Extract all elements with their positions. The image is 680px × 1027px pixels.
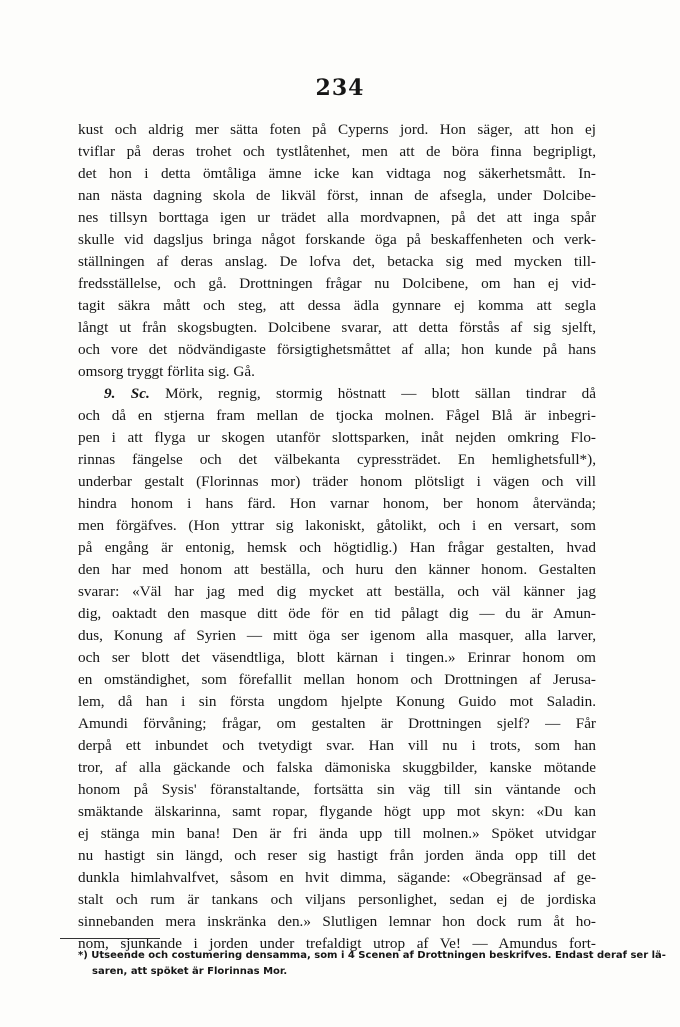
text-line: dig, oaktadt den masque ditt öde för en tid pålagt dig — du är Amun- <box>78 605 596 622</box>
text-line: sinnebanden mera inskränka den.» Slutligen lemnar hon dock rum åt ho- <box>78 913 596 930</box>
text-line: skulle vid dagsljus bringa något forskande öga på beskaffenheten och verk- <box>78 231 596 248</box>
scene-paragraph <box>78 383 596 955</box>
text-line: stalt och rum är tankans och viljans personlighet, sedan ej de jordiska <box>78 891 596 908</box>
scene-label: 9. Sc. <box>104 385 150 402</box>
scene-first-line-text: Mörk, regnig, stormig höstnatt — blott sällan tindrar då <box>165 385 596 402</box>
text-line: tagit säkra mått och steg, att dessa ädla gynnare ej komma att segla <box>78 297 596 314</box>
text-line: nu hastigt sin längd, och reser sig hastigt från jorden ända opp till det <box>78 847 596 864</box>
footnote-divider <box>60 938 160 939</box>
paragraph-continuation <box>78 119 596 383</box>
text-line: den har med honom att beställa, och huru den känner honom. Gestalten <box>78 561 596 578</box>
text-line: tviflar på deras trohet och tystlåtenhet, men att de böra finna begripligt, <box>78 143 596 160</box>
text-line: tror, af alla gäckande och falska dämoniska skuggbilder, kanske mötande <box>78 759 596 776</box>
text-line: Amundi förvåning; frågar, om gestalten är Drottningen sjelf? — Får <box>78 715 596 732</box>
footnote-line: *) Utseende och costumering densamma, som i 4 Scenen af Drottningen beskrifves. Endast deraf ser lä- <box>78 950 666 961</box>
text-line: honom på Sysis' föranstaltande, fortsätta sin väg till sin väntande och <box>78 781 596 798</box>
text-line: omsorg tryggt förlita sig. Gå. <box>78 363 255 380</box>
text-line: och då en stjerna fram mellan de tjocka molnen. Fågel Blå är inbegri- <box>78 407 596 424</box>
text-line: ställningen af deras anslag. De lofva det, betacka sig med mycken till- <box>78 253 596 270</box>
text-line: en omständighet, som förefallit mellan honom och Drottningen af Jerusa- <box>78 671 596 688</box>
text-line: men förgäfves. (Hon yttrar sig lakoniskt, gåtolikt, och i en versart, som <box>78 517 596 534</box>
text-line: dunkla himlahvalfvet, såsom en hvit dimma, sägande: «Obegränsad af ge- <box>78 869 596 886</box>
text-line: ej stänga min bana! Den är fri ända upp till molnen.» Spöket utvidgar <box>78 825 596 842</box>
text-line: hindra honom i hans färd. Hon varnar honom, ber honom återvända; <box>78 495 596 512</box>
text-line: långt ut från skogsbugten. Dolcibene svarar, att detta förstås af sig sjelft, <box>78 319 596 336</box>
text-line: nom, sjunkande i jorden under trefaldigt utrop af Ve! — Amundus fort- <box>78 935 596 952</box>
text-line: och ser blott det väsendtliga, blott kärnan i tingen.» Erinrar honom om <box>78 649 596 666</box>
text-line: pen i att flyga ur skogen utanför slottsparken, inåt nejden omkring Flo- <box>78 429 596 446</box>
text-line: det hon i detta ömtåliga ämne icke kan vidtaga nog säkerhetsmått. In- <box>78 165 596 182</box>
text-line: underbar gestalt (Florinnas mor) träder honom plötsligt i vägen och vill <box>78 473 596 490</box>
text-line: derpå ett inbundet och tvetydigt svar. Han vill nu i trots, som han <box>78 737 596 754</box>
text-line: lem, då han i sin första ungdom hjelpte Konung Guido mot Saladin. <box>78 693 596 710</box>
text-line: på engång är entonig, hemsk och högtidlig.) Han frågar gestalten, hvad <box>78 539 596 556</box>
footnote-line: saren, att spöket är Florinnas Mor. <box>92 966 288 977</box>
text-line: kust och aldrig mer sätta foten på Cyperns jord. Hon säger, att hon ej <box>78 121 596 138</box>
text-line: nes tillsyn borttaga igen ur trädet alla mordvapnen, på det att inga spår <box>78 209 596 226</box>
footnote <box>78 948 666 980</box>
text-line: och vore det nödvändigaste försigtighetsmåttet af alla; hon kunde på hans <box>78 341 596 358</box>
text-line: smäktande älskarinna, samt ropar, flygande högt upp mot skyn: «Du kan <box>78 803 596 820</box>
page-number: 234 <box>315 75 365 101</box>
text-line: rinnas fängelse och det välbekanta cypressträdet. En hemlighetsfull*), <box>78 451 596 468</box>
scene-first-line <box>78 383 596 405</box>
text-line: svarar: «Väl har jag med dig mycket att beställa, och väl känner jag <box>78 583 596 600</box>
text-line: fredsställelse, och gå. Drottningen frågar nu Dolcibene, om han ej vid- <box>78 275 596 292</box>
text-line: nan nästa dagning skola de likväl först, innan de afsegla, under Dolcibe- <box>78 187 596 204</box>
text-line: dus, Konung af Syrien — mitt öga ser igenom alla masquer, alla larver, <box>78 627 596 644</box>
